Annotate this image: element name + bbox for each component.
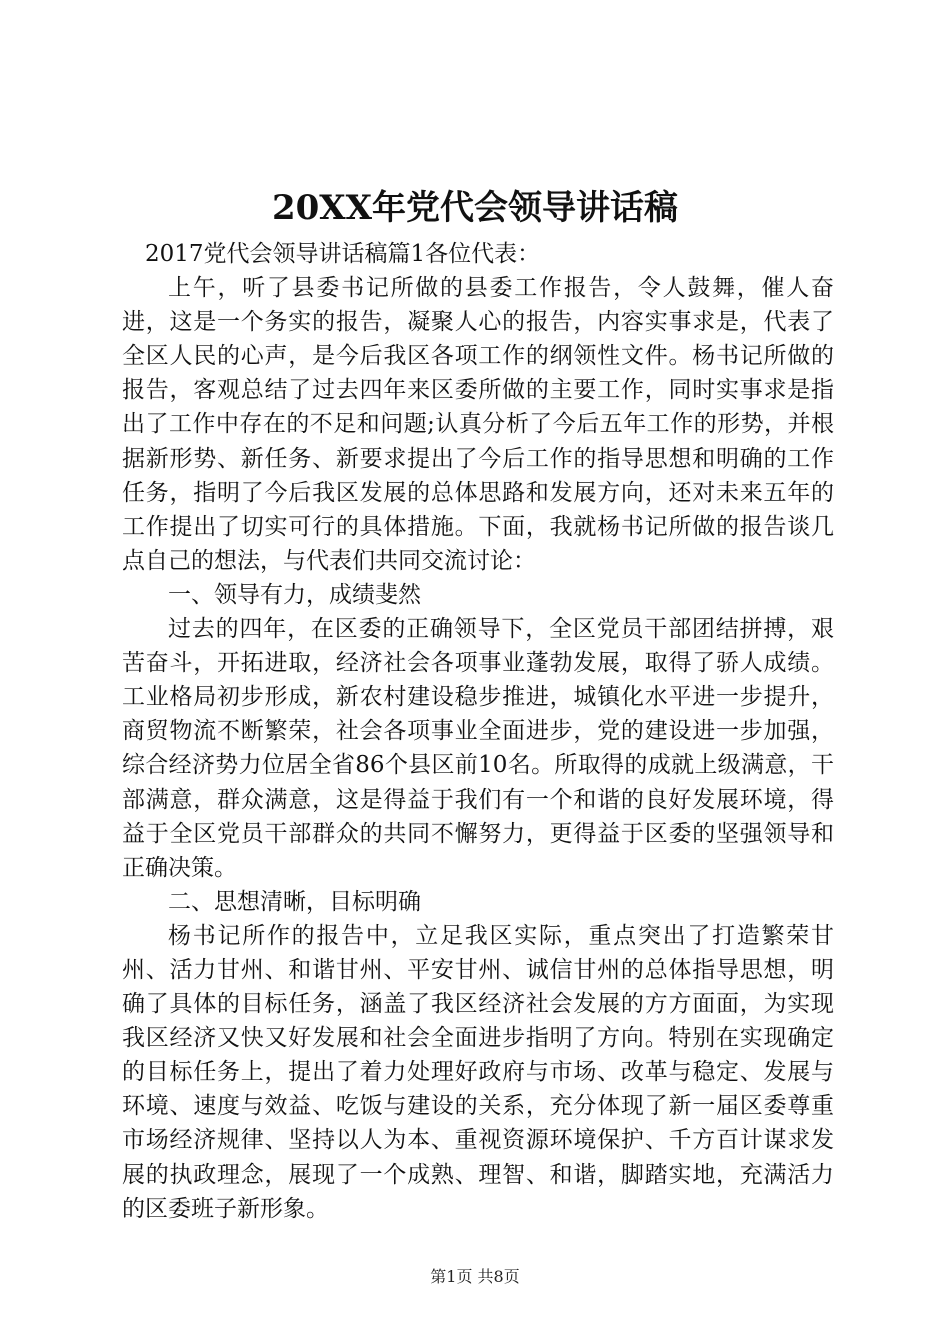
intro-paragraph: 上午，听了县委书记所做的县委工作报告，令人鼓舞，催人奋进，这是一个务实的报告，凝聚人心的报告，内容实事求是，代表了全区人民的心声，是今后我区各项工作的纲领性文件。杨书记所做的报告，客观总结了过去四年来区委所做的主要工作，同时实事求是指出了工作中存在的不足和问题;认真分析了今后五年工作的形势，并根据新形势、新任务、新要求提出了今后工作的指导思想和明确的工作任务，指明了今后我区发展的总体思路和发展方向，还对未来五年的工作提出了切实可行的具体措施。下面，我就杨书记所做的报告谈几点自己的想法，与代表们共同交流讨论： [122,275,834,574]
section-heading-2: 二、思想清晰，目标明确 [168,888,421,915]
section-heading-1: 一、领导有力，成绩斐然 [168,581,421,608]
section-paragraph-2: 杨书记所作的报告中，立足我区实际，重点突出了打造繁荣甘州、活力甘州、和谐甘州、平安甘州、诚信甘州的总体指导思想，明确了具体的目标任务，涵盖了我区经济社会发展的方方面面，为实现我区经济又快又好发展和社会全面进步指明了方向。特别在实现确定的目标任务上，提出了着力处理好政府与市场、改革与稳定、发展与环境、速度与效益、吃饭与建设的关系，充分体现了新一届区委尊重市场经济规律、坚持以人为本、重视资源环境保护、千方百计谋求发展的执政理念，展现了一个成熟、理智、和谐，脚踏实地，充满活力的区委班子新形象。 [122,922,834,1222]
document-body [122,237,834,1226]
greeting-paragraph: 2017党代会领导讲话稿篇1各位代表： [145,241,541,267]
page-number-footer: 第1页 共8页 [430,1267,520,1286]
section-paragraph-1: 过去的四年，在区委的正确领导下，全区党员干部团结拼搏，艰苦奋斗，开拓进取，经济社会各项事业蓬勃发展，取得了骄人成绩。工业格局初步形成，新农村建设稳步推进，城镇化水平进一步提升，商贸物流不断繁荣，社会各项事业全面进步，党的建设进一步加强，综合经济势力位居全省86个县区前10名。所取得的成就上级满意，干部满意，群众满意，这是得益于我们有一个和谐的良好发展环境，得益于全区党员干部群众的共同不懈努力，更得益于区委的坚强领导和正确决策。 [122,616,834,881]
document-title: 20XX年党代会领导讲话稿 [271,188,679,228]
